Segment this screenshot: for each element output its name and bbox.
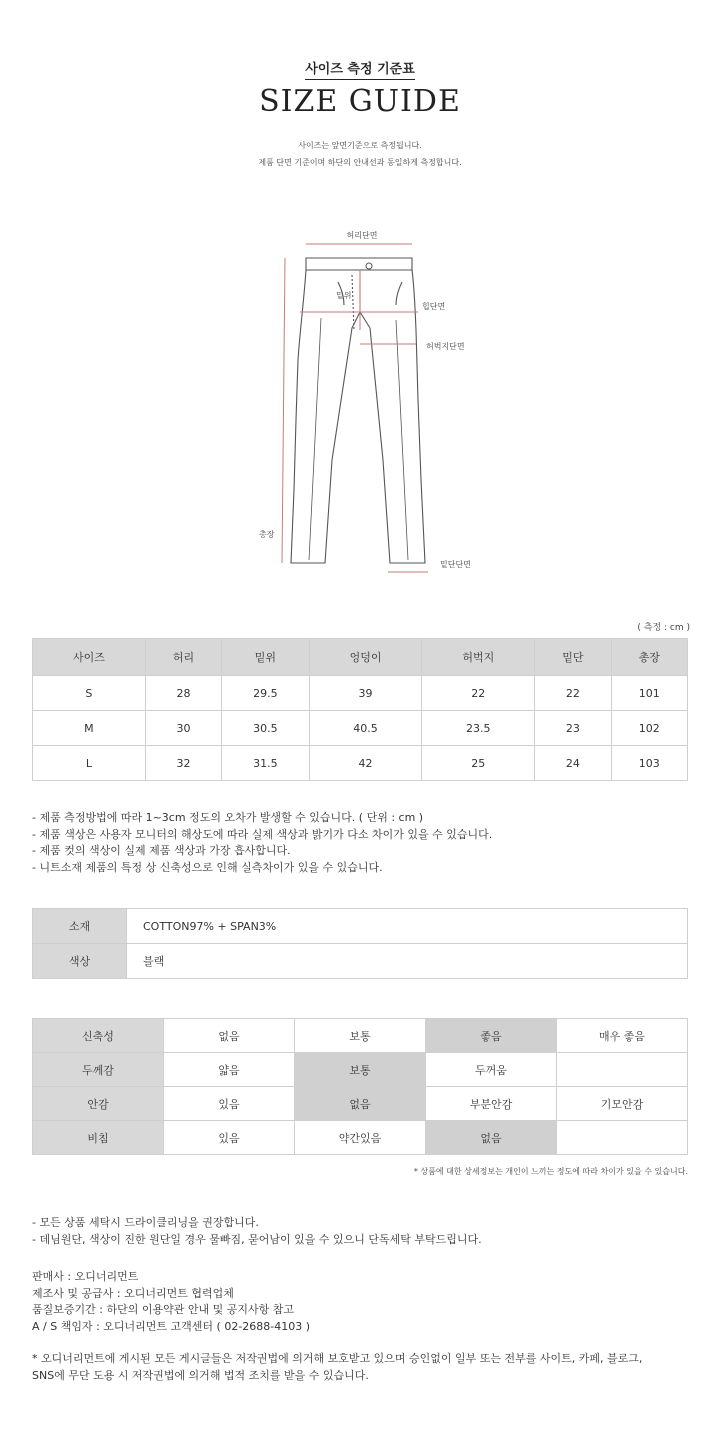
table-cell: 22 [535,676,611,711]
info-line: 품질보증기간 : 하단의 이용약관 안내 및 공지사항 참고 [32,1303,294,1316]
feel-row [33,1053,688,1087]
table-row [33,909,688,944]
copyright-notice [32,1351,642,1384]
info-line: 제조사 및 공급사 : 오디너리먼트 협력업체 [32,1286,234,1300]
intro-line-2: 제품 단면 기준이며 하단의 안내선과 동일하게 측정합니다. [258,158,462,167]
feel-row [33,1087,688,1121]
feel-label: 비침 [33,1121,164,1155]
note-line: - 제품 측정방법에 따라 1~3cm 정도의 오차가 발생할 수 있습니다. ( 단위 : cm ) [32,811,424,824]
table-cell: L [33,746,146,781]
table-row [33,944,688,979]
header-cell: 사이즈 [33,639,146,676]
feel-option: 있음 [164,1121,295,1155]
color-value: 블랙 [127,944,688,979]
table-cell: 25 [422,746,535,781]
feel-row [33,1121,688,1155]
feel-option: 약간있음 [295,1121,426,1155]
table-cell: 24 [535,746,611,781]
table-cell: 31.5 [222,746,309,781]
table-cell: 103 [611,746,687,781]
fabric-feel-table [32,1018,688,1155]
seller-info [32,1269,310,1335]
feel-option-selected: 없음 [295,1087,426,1121]
table-cell: 29.5 [222,676,309,711]
label-length: 총장 [259,530,275,539]
pants-outline [291,258,425,563]
header-cell: 엉덩이 [309,639,422,676]
table-cell: 23.5 [422,711,535,746]
label-rise: 밑위 [336,291,352,300]
table-row [33,711,688,746]
table-row [33,746,688,781]
note-line: - 모든 상품 세탁시 드라이클리닝을 권장합니다. [32,1216,259,1229]
header-cell: 허벅지 [422,639,535,676]
table-cell: M [33,711,146,746]
note-line: - 데님원단, 색상이 진한 원단일 경우 물빠짐, 묻어남이 있을 수 있으니 단독세탁 부탁드립니다. [32,1232,482,1246]
copyright-line: * 오디너리먼트에 게시된 모든 게시글들은 저작권법에 의거해 보호받고 있으며 승인없이 일부 또는 전부를 사이트, 카페, 블로그, [32,1352,643,1365]
note-line: - 제품 컷의 색상이 실제 제품 색상과 가장 흡사합니다. [32,844,291,857]
fabric-footnote: * 상품에 대한 상세정보는 개인이 느끼는 정도에 따라 차이가 있을 수 있습니다. [413,1167,688,1176]
color-label: 색상 [33,944,127,979]
copyright-line: SNS에 무단 도용 시 저작권법에 의거해 법적 조치를 받을 수 있습니다. [32,1368,369,1382]
label-hip: 힙단면 [422,302,446,311]
table-cell: 30 [145,711,221,746]
feel-option-selected: 좋음 [426,1019,557,1053]
subtitle-text: 사이즈 측정 기준표 [305,62,415,80]
feel-label: 두께감 [33,1053,164,1087]
feel-option: 보통 [295,1019,426,1053]
table-cell: 39 [309,676,422,711]
measure-notes [32,810,492,876]
size-table [32,638,688,781]
table-cell: 102 [611,711,687,746]
material-value: COTTON97% + SPAN3% [127,909,688,944]
feel-option: 없음 [164,1019,295,1053]
table-cell: 28 [145,676,221,711]
feel-option [557,1053,688,1087]
feel-option: 두꺼움 [426,1053,557,1087]
page-title: SIZE GUIDE [259,84,461,119]
table-cell: 32 [145,746,221,781]
feel-option [557,1121,688,1155]
header-cell: 밑단 [535,639,611,676]
table-cell: S [33,676,146,711]
label-waist: 허리단면 [346,231,378,240]
feel-option: 얇음 [164,1053,295,1087]
feel-label: 안감 [33,1087,164,1121]
care-notes [32,1215,482,1248]
feel-option: 부분안감 [426,1087,557,1121]
header-cell: 총장 [611,639,687,676]
feel-option: 기모안감 [557,1087,688,1121]
label-thigh: 허벅지단면 [426,342,465,351]
material-table [32,908,688,979]
feel-option: 매우 좋음 [557,1019,688,1053]
table-cell: 22 [422,676,535,711]
intro-line-1: 사이즈는 앞면기준으로 측정됩니다. [298,141,422,150]
button-icon [366,263,372,269]
feel-label: 신축성 [33,1019,164,1053]
header-cell: 허리 [145,639,221,676]
info-line: A / S 책임자 : 오디너리먼트 고객센터 ( 02-2688-4103 ) [32,1319,311,1333]
table-cell: 42 [309,746,422,781]
feel-option: 있음 [164,1087,295,1121]
unit-note: ( 측정 : cm ) [637,623,690,633]
note-line: - 제품 색상은 사용자 모니터의 해상도에 따라 실제 색상과 밝기가 다소 차이가 있을 수 있습니다. [32,827,493,841]
pants-diagram [0,0,720,600]
table-cell: 101 [611,676,687,711]
note-line: - 니트소재 제품의 특정 상 신축성으로 인해 실측차이가 있을 수 있습니다. [32,860,383,874]
header-cell: 밑위 [222,639,309,676]
size-table-header [33,639,688,676]
label-hem: 밑단단면 [440,560,471,569]
feel-row [33,1019,688,1053]
feel-option-selected: 보통 [295,1053,426,1087]
material-label: 소재 [33,909,127,944]
table-row [33,676,688,711]
table-cell: 30.5 [222,711,309,746]
info-line: 판매사 : 오디너리먼트 [32,1270,139,1283]
table-cell: 23 [535,711,611,746]
table-cell: 40.5 [309,711,422,746]
feel-option-selected: 없음 [426,1121,557,1155]
